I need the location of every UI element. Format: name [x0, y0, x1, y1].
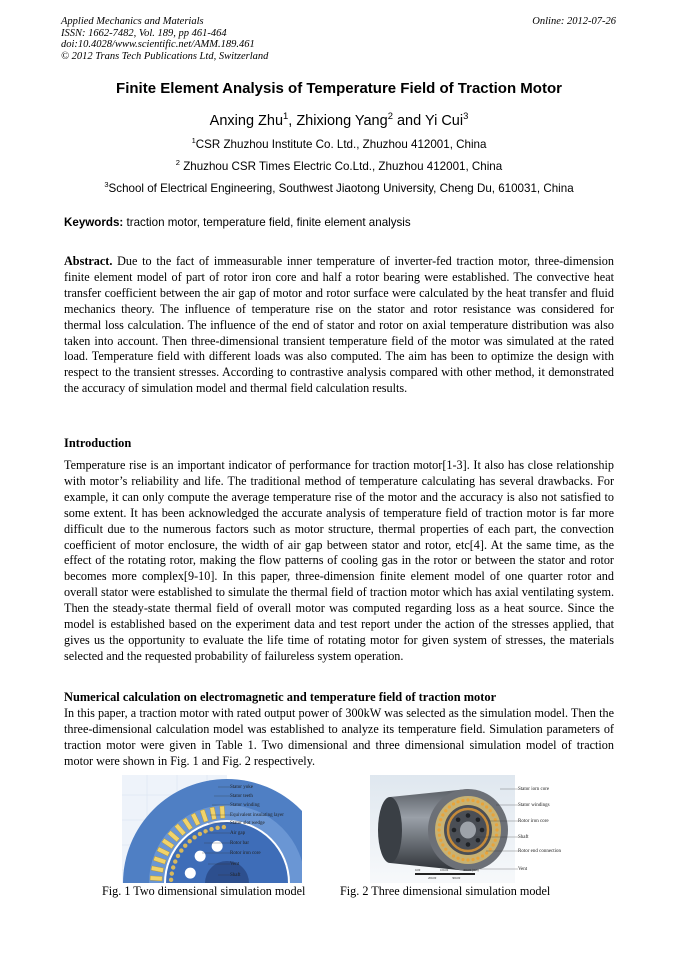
- issn-line: ISSN: 1662-7482, Vol. 189, pp 461-464: [61, 27, 227, 39]
- author-name: Anxing Zhu: [209, 113, 284, 129]
- journal-name: Applied Mechanics and Materials: [61, 16, 204, 27]
- affiliation-text: School of Electrical Engineering, Southwest Jiaotong University, Cheng Du, 610031, China: [108, 182, 574, 195]
- fig1-label: Air gap: [230, 831, 246, 836]
- fig1-label: Vent: [230, 862, 240, 867]
- doi-line: doi:10.4028/www.scientific.net/AMM.189.461: [61, 39, 255, 51]
- author-line: [0, 110, 678, 129]
- introduction-heading: Introduction: [64, 436, 132, 450]
- abstract-label: Abstract.: [64, 254, 113, 268]
- paper-title: Finite Element Analysis of Temperature Field of Traction Motor: [116, 80, 562, 97]
- shaft: [460, 822, 476, 839]
- numerical-text: In this paper, a traction motor with rated output power of 300kW was selected as the simulation model. Then the three-dimensional calculation model was established to analyze its temperature field. Simulation parameters of traction motor were given in Table 1. Two dimensional and three dimensional simulation model of traction motor were shown in Fig. 1 and Fig. 2 respectively.: [64, 706, 614, 768]
- author-separator: and: [392, 113, 425, 129]
- affiliation-1: [0, 138, 678, 151]
- affiliation-text: CSR Zhuzhou Institute Co. Ltd., Zhuzhou 412001, China: [195, 138, 487, 151]
- affiliation-3: [0, 182, 678, 195]
- keywords-label: Keywords:: [64, 216, 124, 229]
- stator-back-face: [378, 797, 402, 863]
- scale-tick: 300.00: [452, 876, 461, 880]
- affiliation-sup: 1: [191, 136, 196, 146]
- scale-tick: 100.00: [440, 868, 449, 872]
- copyright-line: © 2012 Trans Tech Publications Ltd, Switzerland: [61, 50, 269, 62]
- author-sup: 1: [283, 110, 289, 122]
- fig1-label: Stator teeth: [230, 794, 253, 799]
- abstract: [64, 254, 614, 397]
- fig2-label: Rotor end connection: [518, 849, 562, 854]
- affiliation-sup: 2: [175, 158, 180, 168]
- fig1-two-dimensional-model: [122, 775, 302, 883]
- scale-tick: 200.00: [428, 876, 437, 880]
- author-name: Zhixiong Yang: [296, 113, 388, 129]
- abstract-text: Due to the fact of immeasurable inner temperature of inverter-fed traction motor, three-dimension finite element model of part of rotor iron core and half a rotor bearing were established. The convective heat transfer coefficient between the air gap of motor and rotor surface were calculated by the heat transfer and fluid mechanics theory. The influence of temperature rise on the stator and rotor resistance was considered for thermal loss calculation. The influence of the end of stator and rotor on axial temperature distribution was also taken into account. Then three-dimensional transient temperature field of the motor was simulated at the rated load. Temperature field with different loads was also computed. The aim has been to optimize the design with respect to the transient stresses. According to contrastive analysis compared with other method, it demonstrated the accuracy of simulation model and thermal field calculation results.: [64, 254, 614, 396]
- author-sup: 2: [387, 110, 393, 122]
- fig2-label: Stator iorn core: [518, 787, 550, 792]
- fig2-label: Stator windings: [518, 803, 550, 808]
- numerical-heading: Numerical calculation on electromagnetic and temperature field of traction motor: [64, 690, 497, 704]
- author-sup: 3: [463, 110, 469, 122]
- fig2-three-dimensional-model: [370, 775, 570, 883]
- author-name: Yi Cui: [424, 113, 464, 129]
- fig1-label: Rotor iron core: [230, 851, 261, 856]
- affiliation-text: Zhuzhou CSR Times Electric Co.Ltd., Zhuzhou 412001, China: [179, 160, 503, 173]
- keywords: [64, 216, 411, 229]
- fig1-label: Stator slot wedge: [230, 821, 265, 826]
- fig2-caption: Fig. 2 Three dimensional simulation model: [340, 884, 551, 898]
- running-header: [61, 16, 616, 62]
- affiliation-2: [0, 160, 678, 173]
- author-separator: ,: [288, 113, 297, 129]
- fig1-caption: Fig. 1 Two dimensional simulation model: [102, 884, 306, 898]
- fig2-label: Vent: [518, 867, 528, 872]
- fig1-label: Rotor bar: [230, 841, 250, 846]
- fig1-label: Equivalent insulating layer: [230, 813, 284, 818]
- fig2-label: Rotor iron core: [518, 819, 549, 824]
- fig1-label: Shaft: [230, 873, 241, 878]
- keywords-text: traction motor, temperature field, finite element analysis: [123, 216, 411, 229]
- fig1-label: Stator yoke: [230, 785, 253, 790]
- scale-tick: 0.00: [415, 868, 421, 872]
- affiliation-sup: 3: [104, 180, 109, 190]
- online-date: Online: 2012-07-26: [532, 16, 616, 27]
- scale-tick: 400.00 (mm): [463, 868, 479, 872]
- fig2-label: Shaft: [518, 835, 529, 840]
- fig1-label: Stator winding: [230, 803, 260, 808]
- introduction-text: Temperature rise is an important indicator of performance for traction motor[1-3]. It also has close relationship with motor’s reliability and life. The traditional method of temperature calculating has several drawbacks. For example, it can only compute the average temperature rise of the motor and the accuracy is also not satisfied to some extent. It has been acknowledged the accurate analysis of temperature field of traction motor is far more difficult due to the numerous factors such as motor structure, thermal properties of each part, the convection coefficient of motor enclosure, the width of air gap between stator and rotor, etc[4]. At the same time, as the effect of the rotating rotor, making the flow patterns of cooling gas in the rotor or between the stator and rotor becomes more complex[9-10]. In this paper, three-dimension finite element model of one quarter rotor and overall stator were established to simulate the thermal field of traction motor which has axial ventilating system. Then the steady-state thermal field of overall motor was computed regarding loss as a heat source. Since the model is established based on the experiment data and test report under the action of the stresses applied, that gives us the opportunity to evaluate the life time of rotating motor for given system of stresses, the materials selected and the requested probability of failureless system operation.: [64, 458, 614, 663]
